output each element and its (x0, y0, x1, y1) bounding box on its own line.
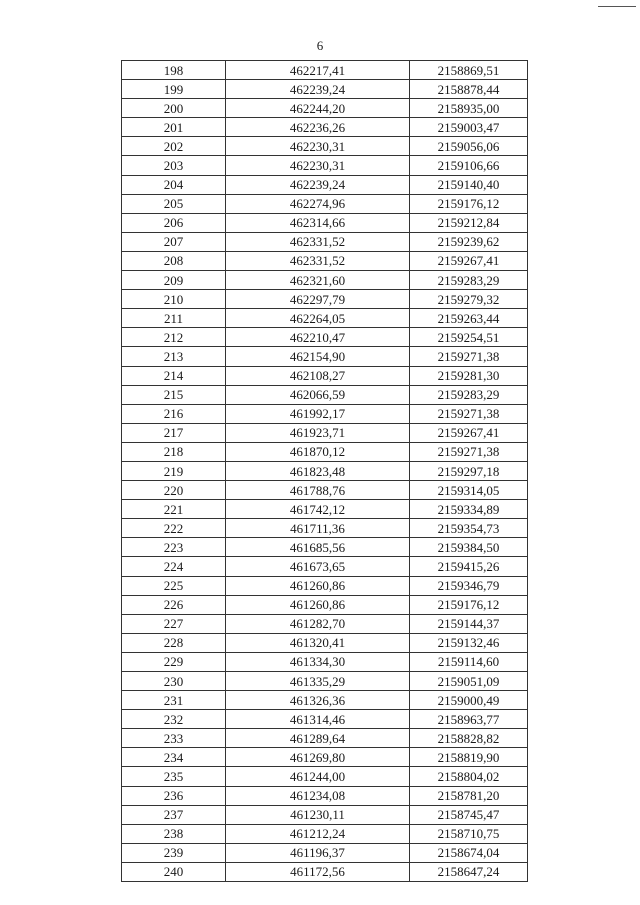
x-coordinate-cell: 462244,20 (226, 99, 410, 118)
table-row (122, 347, 528, 366)
table-row (122, 767, 528, 786)
x-coordinate-cell: 461673,65 (226, 557, 410, 576)
table-row (122, 423, 528, 442)
y-coordinate-cell: 2159000,49 (410, 691, 528, 710)
point-number-cell: 203 (122, 156, 226, 175)
y-coordinate-cell: 2159297,18 (410, 461, 528, 480)
point-number-cell: 219 (122, 461, 226, 480)
y-coordinate-cell: 2158710,75 (410, 824, 528, 843)
y-coordinate-cell: 2159281,30 (410, 366, 528, 385)
x-coordinate-cell: 461685,56 (226, 538, 410, 557)
table-row (122, 652, 528, 671)
point-number-cell: 218 (122, 442, 226, 461)
table-row (122, 328, 528, 347)
point-number-cell: 207 (122, 232, 226, 251)
table-row (122, 691, 528, 710)
x-coordinate-cell: 462331,52 (226, 232, 410, 251)
table-row (122, 80, 528, 99)
page-number: 6 (316, 38, 324, 53)
point-number-cell: 210 (122, 290, 226, 309)
table-row (122, 729, 528, 748)
table-row (122, 309, 528, 328)
table-row (122, 748, 528, 767)
point-number-cell: 234 (122, 748, 226, 767)
x-coordinate-cell: 462210,47 (226, 328, 410, 347)
point-number-cell: 225 (122, 576, 226, 595)
point-number-cell: 209 (122, 271, 226, 290)
table-row (122, 99, 528, 118)
table-row (122, 595, 528, 614)
table-row (122, 461, 528, 480)
point-number-cell: 231 (122, 691, 226, 710)
point-number-cell: 226 (122, 595, 226, 614)
y-coordinate-cell: 2158878,44 (410, 80, 528, 99)
point-number-cell: 204 (122, 175, 226, 194)
table-row (122, 786, 528, 805)
x-coordinate-cell: 461172,56 (226, 862, 410, 881)
x-coordinate-cell: 461234,08 (226, 786, 410, 805)
x-coordinate-cell: 461269,80 (226, 748, 410, 767)
y-coordinate-cell: 2158745,47 (410, 805, 528, 824)
point-number-cell: 206 (122, 213, 226, 232)
table-row (122, 710, 528, 729)
table-row (122, 213, 528, 232)
y-coordinate-cell: 2159346,79 (410, 576, 528, 595)
point-number-cell: 198 (122, 61, 226, 80)
table-row (122, 442, 528, 461)
x-coordinate-cell: 462239,24 (226, 80, 410, 99)
point-number-cell: 220 (122, 481, 226, 500)
x-coordinate-cell: 462297,79 (226, 290, 410, 309)
y-coordinate-cell: 2159239,62 (410, 232, 528, 251)
point-number-cell: 211 (122, 309, 226, 328)
y-coordinate-cell: 2159212,84 (410, 213, 528, 232)
x-coordinate-cell: 462217,41 (226, 61, 410, 80)
y-coordinate-cell: 2159384,50 (410, 538, 528, 557)
y-coordinate-cell: 2158781,20 (410, 786, 528, 805)
x-coordinate-cell: 461260,86 (226, 576, 410, 595)
y-coordinate-cell: 2159144,37 (410, 614, 528, 633)
x-coordinate-cell: 461196,37 (226, 843, 410, 862)
x-coordinate-cell: 461230,11 (226, 805, 410, 824)
y-coordinate-cell: 2159140,40 (410, 175, 528, 194)
table-row (122, 805, 528, 824)
table-row (122, 538, 528, 557)
y-coordinate-cell: 2159267,41 (410, 423, 528, 442)
table-row (122, 862, 528, 881)
y-coordinate-cell: 2159354,73 (410, 519, 528, 538)
table-row (122, 194, 528, 213)
point-number-cell: 199 (122, 80, 226, 99)
x-coordinate-cell: 461282,70 (226, 614, 410, 633)
y-coordinate-cell: 2158674,04 (410, 843, 528, 862)
y-coordinate-cell: 2158819,90 (410, 748, 528, 767)
y-coordinate-cell: 2159314,05 (410, 481, 528, 500)
y-coordinate-cell: 2159051,09 (410, 672, 528, 691)
y-coordinate-cell: 2159106,66 (410, 156, 528, 175)
point-number-cell: 213 (122, 347, 226, 366)
point-number-cell: 229 (122, 652, 226, 671)
x-coordinate-cell: 461212,24 (226, 824, 410, 843)
table-row (122, 290, 528, 309)
x-coordinate-cell: 462154,90 (226, 347, 410, 366)
table-row (122, 824, 528, 843)
y-coordinate-cell: 2159283,29 (410, 385, 528, 404)
x-coordinate-cell: 461289,64 (226, 729, 410, 748)
table-row (122, 404, 528, 423)
point-number-cell: 235 (122, 767, 226, 786)
point-number-cell: 227 (122, 614, 226, 633)
point-number-cell: 202 (122, 137, 226, 156)
table-row (122, 557, 528, 576)
x-coordinate-cell: 461923,71 (226, 423, 410, 442)
x-coordinate-cell: 462274,96 (226, 194, 410, 213)
y-coordinate-cell: 2159415,26 (410, 557, 528, 576)
table-row (122, 366, 528, 385)
y-coordinate-cell: 2159283,29 (410, 271, 528, 290)
y-coordinate-cell: 2158963,77 (410, 710, 528, 729)
table-row (122, 251, 528, 270)
point-number-cell: 221 (122, 500, 226, 519)
y-coordinate-cell: 2158647,24 (410, 862, 528, 881)
y-coordinate-cell: 2159267,41 (410, 251, 528, 270)
y-coordinate-cell: 2159132,46 (410, 633, 528, 652)
x-coordinate-cell: 462239,24 (226, 175, 410, 194)
y-coordinate-cell: 2159114,60 (410, 652, 528, 671)
x-coordinate-cell: 462108,27 (226, 366, 410, 385)
y-coordinate-cell: 2158869,51 (410, 61, 528, 80)
y-coordinate-cell: 2159271,38 (410, 404, 528, 423)
y-coordinate-cell: 2159263,44 (410, 309, 528, 328)
point-number-cell: 212 (122, 328, 226, 347)
x-coordinate-cell: 461823,48 (226, 461, 410, 480)
coordinates-table (121, 60, 528, 882)
table-row (122, 481, 528, 500)
y-coordinate-cell: 2159271,38 (410, 347, 528, 366)
x-coordinate-cell: 461334,30 (226, 652, 410, 671)
x-coordinate-cell: 461244,00 (226, 767, 410, 786)
table-row (122, 175, 528, 194)
y-coordinate-cell: 2159279,32 (410, 290, 528, 309)
y-coordinate-cell: 2159176,12 (410, 194, 528, 213)
point-number-cell: 201 (122, 118, 226, 137)
x-coordinate-cell: 461260,86 (226, 595, 410, 614)
x-coordinate-cell: 462230,31 (226, 156, 410, 175)
y-coordinate-cell: 2159003,47 (410, 118, 528, 137)
x-coordinate-cell: 461711,36 (226, 519, 410, 538)
y-coordinate-cell: 2159271,38 (410, 442, 528, 461)
y-coordinate-cell: 2159254,51 (410, 328, 528, 347)
table-row (122, 633, 528, 652)
point-number-cell: 224 (122, 557, 226, 576)
table-row (122, 232, 528, 251)
x-coordinate-cell: 462331,52 (226, 251, 410, 270)
point-number-cell: 205 (122, 194, 226, 213)
y-coordinate-cell: 2158935,00 (410, 99, 528, 118)
y-coordinate-cell: 2158828,82 (410, 729, 528, 748)
point-number-cell: 216 (122, 404, 226, 423)
x-coordinate-cell: 461314,46 (226, 710, 410, 729)
table-row (122, 61, 528, 80)
point-number-cell: 237 (122, 805, 226, 824)
coordinates-table-body (122, 61, 528, 882)
x-coordinate-cell: 462264,05 (226, 309, 410, 328)
table-row (122, 843, 528, 862)
x-coordinate-cell: 461742,12 (226, 500, 410, 519)
x-coordinate-cell: 461320,41 (226, 633, 410, 652)
x-coordinate-cell: 462321,60 (226, 271, 410, 290)
point-number-cell: 240 (122, 862, 226, 881)
point-number-cell: 228 (122, 633, 226, 652)
y-coordinate-cell: 2159176,12 (410, 595, 528, 614)
x-coordinate-cell: 461788,76 (226, 481, 410, 500)
y-coordinate-cell: 2159056,06 (410, 137, 528, 156)
x-coordinate-cell: 461870,12 (226, 442, 410, 461)
table-row (122, 137, 528, 156)
y-coordinate-cell: 2159334,89 (410, 500, 528, 519)
point-number-cell: 208 (122, 251, 226, 270)
x-coordinate-cell: 461326,36 (226, 691, 410, 710)
point-number-cell: 239 (122, 843, 226, 862)
point-number-cell: 200 (122, 99, 226, 118)
table-row (122, 500, 528, 519)
table-row (122, 156, 528, 175)
x-coordinate-cell: 462314,66 (226, 213, 410, 232)
table-row (122, 614, 528, 633)
x-coordinate-cell: 462230,31 (226, 137, 410, 156)
y-coordinate-cell: 2158804,02 (410, 767, 528, 786)
x-coordinate-cell: 462066,59 (226, 385, 410, 404)
table-row (122, 672, 528, 691)
point-number-cell: 222 (122, 519, 226, 538)
point-number-cell: 232 (122, 710, 226, 729)
table-row (122, 519, 528, 538)
table-row (122, 118, 528, 137)
x-coordinate-cell: 461335,29 (226, 672, 410, 691)
point-number-cell: 236 (122, 786, 226, 805)
point-number-cell: 217 (122, 423, 226, 442)
x-coordinate-cell: 462236,26 (226, 118, 410, 137)
table-row (122, 576, 528, 595)
point-number-cell: 233 (122, 729, 226, 748)
point-number-cell: 230 (122, 672, 226, 691)
point-number-cell: 238 (122, 824, 226, 843)
point-number-cell: 214 (122, 366, 226, 385)
table-row (122, 271, 528, 290)
point-number-cell: 215 (122, 385, 226, 404)
table-row (122, 385, 528, 404)
point-number-cell: 223 (122, 538, 226, 557)
x-coordinate-cell: 461992,17 (226, 404, 410, 423)
corner-rule (598, 6, 636, 7)
